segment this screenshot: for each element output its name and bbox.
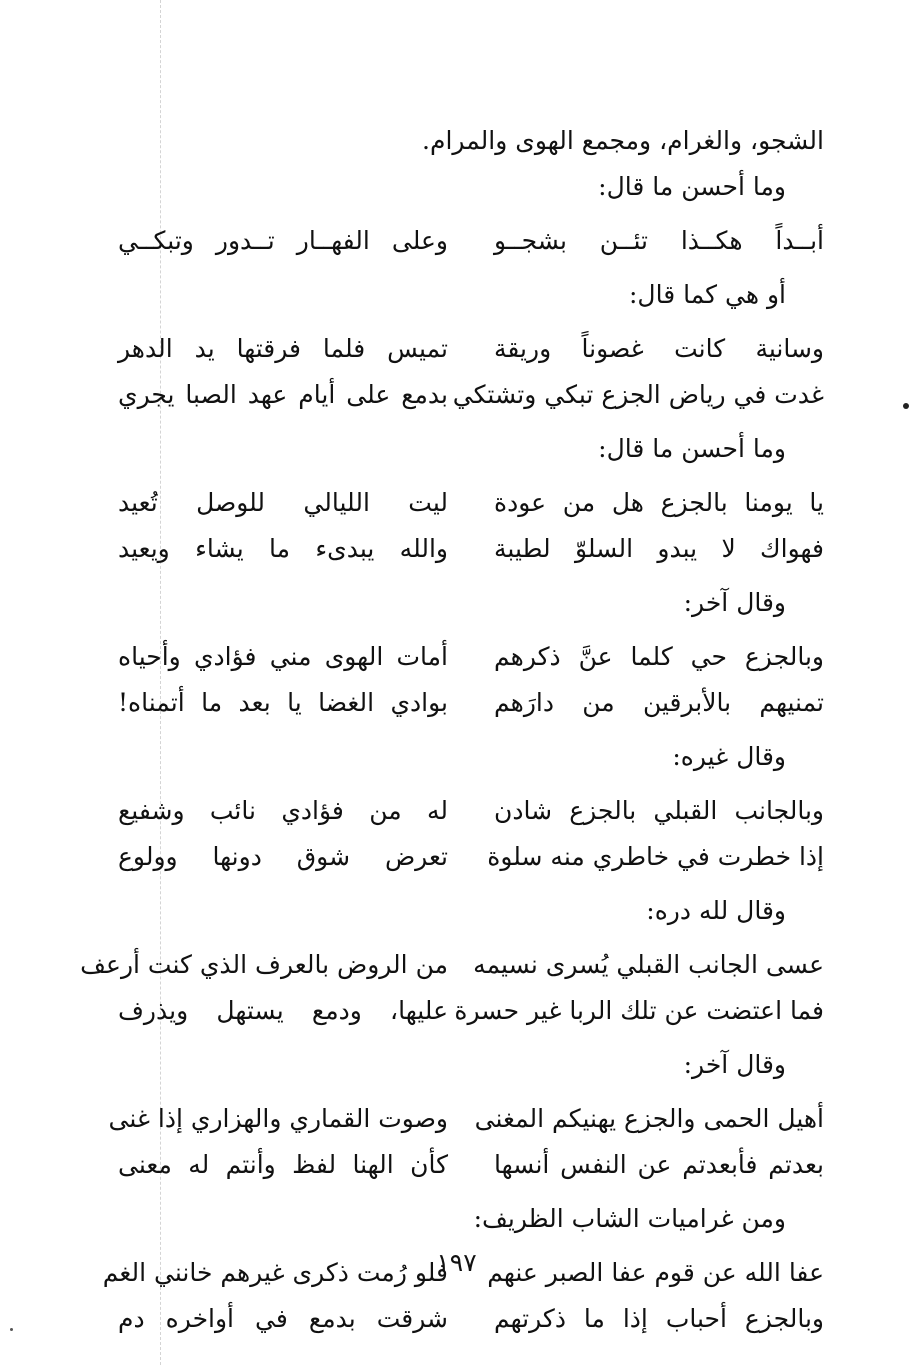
second-hemistich: له من فؤادي نائب وشفيع — [118, 796, 448, 825]
spacer — [118, 726, 824, 734]
verse-introduction: وقال آخر: — [683, 1050, 786, 1079]
first-hemistich: فما اعتضت عن تلك الربا غير حسرة — [454, 996, 824, 1025]
verse-introduction: وما أحسن ما قال: — [598, 172, 786, 201]
second-hemistich: شرقت بدمع في أواخره دم — [118, 1304, 448, 1333]
verse-line — [118, 372, 824, 418]
verse-line — [118, 634, 824, 680]
prose-opening-line: الشجو، والغرام، ومجمع الهوى والمرام. — [422, 126, 824, 155]
first-hemistich: تمنيهم بالأبرقين من دارَهم — [494, 688, 824, 717]
spacer — [118, 1188, 824, 1196]
second-hemistich: وعلى الفهــار تــدور وتبكــي — [118, 226, 448, 255]
verse-line — [118, 1296, 824, 1342]
spacer — [118, 1034, 824, 1042]
scan-corner-speck — [10, 1328, 13, 1331]
spacer — [118, 264, 824, 272]
verse-introduction: ومن غراميات الشاب الظريف: — [473, 1204, 786, 1233]
verse-introduction: وقال غيره: — [672, 742, 786, 771]
first-hemistich: وبالجزع حي كلما عنَّ ذكرهم — [494, 642, 824, 671]
first-hemistich: أهيل الحمى والجزع يهنيكم المغنى — [474, 1104, 824, 1133]
verse-line — [80, 942, 824, 988]
page-number: ١٩٧ — [436, 1248, 477, 1277]
first-hemistich: أبــداً هكــذا تئــن بشجــو — [494, 226, 824, 255]
verse-line — [118, 326, 824, 372]
first-hemistich: عفا الله عن قوم عفا الصبر عنهم — [487, 1258, 824, 1287]
verse-line — [118, 218, 824, 264]
second-hemistich: عليها، ودمع يستهل ويذرف — [118, 996, 448, 1025]
verse-line — [108, 1096, 824, 1142]
second-hemistich: من الروض بالعرف الذي كنت أرعف — [80, 950, 448, 979]
page-body — [80, 118, 824, 1350]
verse-line — [118, 526, 824, 572]
first-hemistich: عسى الجانب القبلي يُسرى نسيمه — [473, 950, 824, 979]
verse-introduction: وقال آخر: — [683, 588, 786, 617]
spacer — [118, 626, 824, 634]
first-hemistich: يا يومنا بالجزع هل من عودة — [494, 488, 824, 517]
first-hemistich: بعدتم فأبعدتم عن النفس أنسها — [494, 1150, 824, 1179]
second-hemistich: ليت الليالي للوصل تُعيد — [118, 488, 448, 517]
verse-introduction: وقال لله دره: — [646, 896, 786, 925]
verse-line — [118, 480, 824, 526]
verse-line — [118, 680, 824, 726]
verse-introduction: وما أحسن ما قال: — [598, 434, 786, 463]
verse-introduction: أو هي كما قال: — [628, 280, 786, 309]
spacer — [118, 318, 824, 326]
second-hemistich: تميس فلما فرقتها يد الدهر — [118, 334, 448, 363]
spacer — [118, 572, 824, 580]
verse-line — [118, 988, 824, 1034]
second-hemistich: كأن الهنا لفظ وأنتم له معنى — [118, 1150, 448, 1179]
first-hemistich: وسانية كانت غصوناً وريقة — [494, 334, 824, 363]
second-hemistich: والله يبدىء ما يشاء ويعيد — [118, 534, 448, 563]
first-hemistich: فهواك لا يبدو السلوّ لطيبة — [494, 534, 824, 563]
verse-line — [118, 834, 824, 880]
second-hemistich: فلو رُمت ذكرى غيرهم خانني الغم — [102, 1258, 448, 1287]
second-hemistich: أمات الهوى مني فؤادي وأحياه — [118, 642, 448, 671]
second-hemistich: بدمع على أيام عهد الصبا يجري — [118, 380, 448, 409]
spacer — [118, 880, 824, 888]
second-hemistich: بوادي الغضا يا بعد ما أتمناه! — [118, 688, 448, 717]
verse-line — [118, 1142, 824, 1188]
first-hemistich: إذا خطرت في خاطري منه سلوة — [487, 842, 824, 871]
spacer — [118, 210, 824, 218]
verse-line — [118, 788, 824, 834]
spacer — [118, 418, 824, 426]
first-hemistich: وبالجزع أحباب إذا ما ذكرتهم — [494, 1304, 824, 1333]
spacer — [118, 472, 824, 480]
scan-edge-mark — [903, 403, 909, 409]
second-hemistich: وصوت القماري والهزاري إذا غنى — [108, 1104, 448, 1133]
spacer — [118, 780, 824, 788]
second-hemistich: تعرض شوق دونها وولوع — [118, 842, 448, 871]
first-hemistich: غدت في رياض الجزع تبكي وتشتكي — [452, 380, 824, 409]
spacer — [118, 1342, 824, 1350]
first-hemistich: وبالجانب القبلي بالجزع شادن — [494, 796, 824, 825]
spacer — [118, 934, 824, 942]
spacer — [118, 1088, 824, 1096]
